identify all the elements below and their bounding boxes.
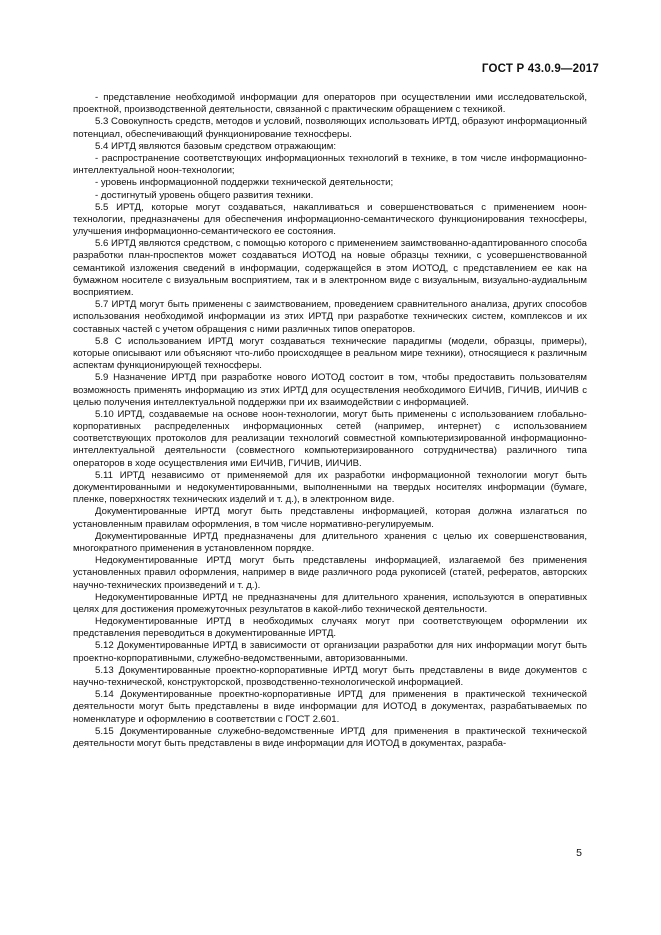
standard-code: ГОСТ Р 43.0.9—2017 xyxy=(481,63,599,75)
paragraph: Недокументированные ИРТД в необходимых случаях могут при соответствующем оформлении их представления переводиться в документированные ИРТД. xyxy=(73,616,587,640)
paragraph: 5.13 Документированные проектно-корпоративные ИРТД могут быть представлены в виде документов с научно-технической, конструкторской, прозводственно-технологической информацией. xyxy=(73,664,587,688)
paragraph: 5.3 Совокупность средств, методов и условий, позволяющих использовать ИРТД, образуют информационный потенциал, обеспечивающий функционирование техносферы. xyxy=(73,116,587,140)
body-text xyxy=(73,92,587,750)
paragraph: Недокументированные ИРТД не предназначены для длительного хранения, используются в оперативных целях для достижения промежуточных результатов в какой-либо технической деятельности. xyxy=(73,591,587,615)
paragraph: 5.10 ИРТД, создаваемые на основе ноон-технологии, могут быть применены с использованием глобально-корпоративных распределенных информационных сетей (например, интернет) с использованием соответствующих протоколов для реализации технологий совместной компьютеризированной информационно-интеллектуальной деятельности (совместного компьютеризированного сотрудничества) различного типа операторов в ходе осуществления ими ЕИЧИВ, ГИЧИВ, ИИЧИВ. xyxy=(73,408,587,469)
paragraph: 5.15 Документированные служебно-ведомственные ИРТД для применения в практической технической деятельности могут быть представлены в виде информации для ИОТОД в документах, разраба- xyxy=(73,725,587,749)
paragraph: 5.8 С использованием ИРТД могут создаваться технические парадигмы (модели, образцы, примеры), которые описывают или объясняют что-либо происходящее в реальном мире техники), относящиеся к различным аспектам функционирующей техносферы. xyxy=(73,335,587,372)
paragraph: Недокументированные ИРТД могут быть представлены информацией, излагаемой без применения установленных правил оформления, например в виде различного рода рукописей (статей, рефератов, авторских научно-технических произведений и т. д.). xyxy=(73,555,587,591)
paragraph: - достигнутый уровень общего развития техники. xyxy=(95,189,314,201)
paragraph: Документированные ИРТД предназначены для длительного хранения с целью их совершенствования, многократного применения в установленном порядке. xyxy=(73,530,587,554)
paragraph: 5.6 ИРТД являются средством, с помощью которого с применением заимствованно-адаптированного способа разработки план-проспектов может создаваться ИОТОД на новые образцы техники, с усовершенствованной семантикой изложения сведений в информации, содержащейся в этом ИОТОД, с представлением ее как на бумажном носителе с визуальным восприятием, так и в электронном виде с визуальным, визуально-аудиальным восприятием. xyxy=(73,238,587,298)
paragraph: 5.9 Назначение ИРТД при разработке нового ИОТОД состоит в том, чтобы предоставить пользователям возможность применять информацию из этих ИРТД для осуществления необходимого ЕИЧИВ, ГИЧИВ, ИИЧИВ с целью получения интеллектуальной поддержки при их взаимодействии с информацией. xyxy=(73,372,587,408)
paragraph: 5.12 Документированные ИРТД в зависимости от организации разработки для них информации могут быть проектно-корпоративными, служебно-ведомственными, авторизованными. xyxy=(73,640,587,664)
page-number: 5 xyxy=(576,847,582,859)
paragraph: - представление необходимой информации для операторов при осуществлении ими исследовательской, проектной, производственной деятельности, связанной с практическим обращением с техникой. xyxy=(73,92,587,116)
paragraph: - распространение соответствующих информационных технологий в технике, в том числе информационно-интеллектуальной ноон-технологии; xyxy=(73,152,587,177)
paragraph: 5.5 ИРТД, которые могут создаваться, накапливаться и совершенствоваться с применением ноон-технологии, предназначены для обеспечения информационно-семантического функционирования техносферы, улучшения информационно-семантического ее состояния. xyxy=(73,201,587,238)
paragraph: Документированные ИРТД могут быть представлены информацией, которая должна излагаться по установленным правилам оформления, в том числе нормативно-регулируемым. xyxy=(73,506,587,530)
paragraph: - уровень информационной поддержки технической деятельности; xyxy=(95,177,394,189)
paragraph: 5.14 Документированные проектно-корпоративные ИРТД для применения в практической технической деятельности могут быть представлены в виде информации для ИОТОД в документах, разрабатываемых по номенклатуре и оформлению в соответствии с ГОСТ 2.601. xyxy=(73,689,587,725)
paragraph: 5.7 ИРТД могут быть применены с заимствованием, проведением сравнительного анализа, других способов использования необходимой информации из этих ИРТД при разработке технических систем, комплексов и их составных частей с учетом обращения с ними различных типов операторов. xyxy=(73,299,587,335)
paragraph: 5.4 ИРТД являются базовым средством отражающим: xyxy=(95,140,337,152)
paragraph: 5.11 ИРТД независимо от применяемой для их разработки информационной технологии могут быть документированными и недокументированными, выполненными на твердых носителях информации (бумаге, пленке, поверхностях технических изделий и т. д.), в электронном виде. xyxy=(73,469,587,506)
